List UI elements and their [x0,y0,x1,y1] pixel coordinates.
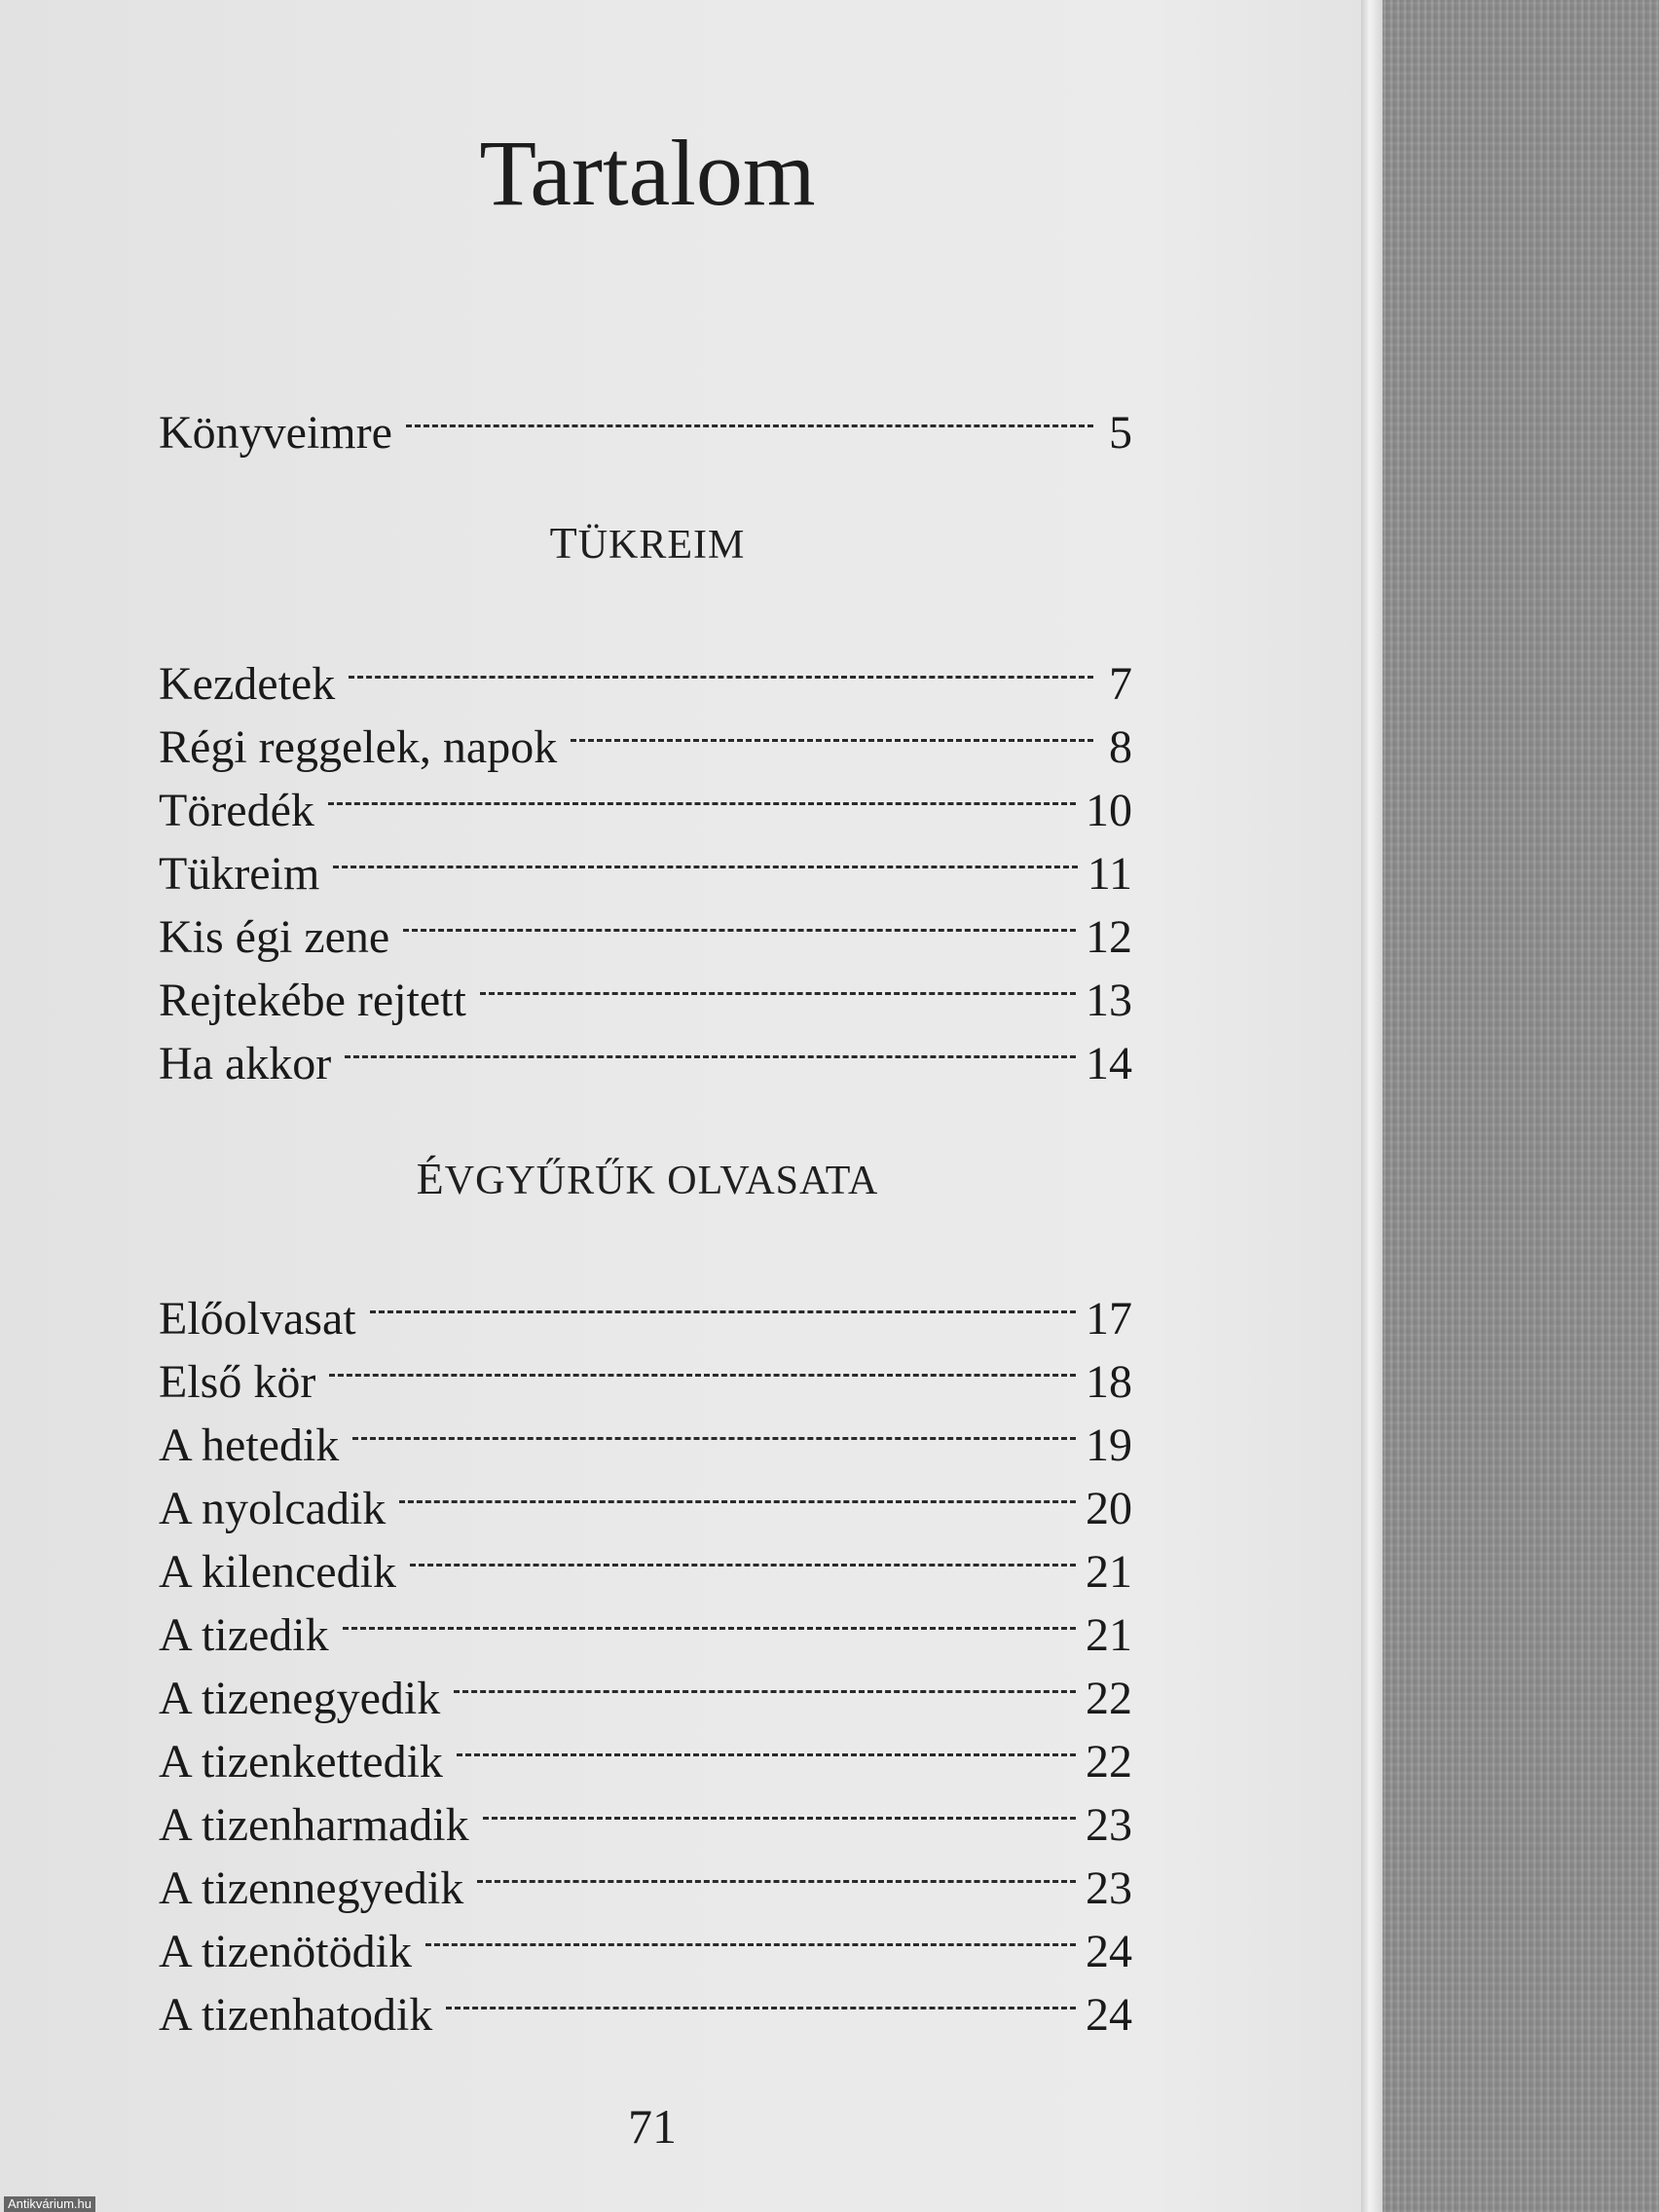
toc-entry-title: A tizenharmadik [159,1799,469,1851]
toc-entry-page: 13 [1086,975,1132,1026]
toc-entry-title: Ha akkor [159,1038,332,1089]
dot-leader [406,389,1093,448]
toc-row [159,1592,1132,1661]
dot-leader [329,1339,1076,1397]
toc-entry-page: 10 [1086,785,1132,836]
toc-row [159,1275,1132,1345]
toc-row [159,1465,1132,1534]
section-heading-tukreim [0,518,1295,568]
page-title: Tartalom [479,121,816,225]
toc-entry-page: 17 [1086,1293,1132,1345]
section-heading-initial: T [549,518,578,568]
dot-leader [349,641,1093,699]
toc-row [159,1655,1132,1724]
toc-row [159,1908,1132,1977]
toc-entry-page: 24 [1086,1926,1132,1977]
toc-entry-page: 22 [1086,1673,1132,1724]
toc-entry-page: 18 [1086,1356,1132,1408]
dot-leader [425,1908,1076,1967]
toc-row [159,1339,1132,1408]
dot-leader [410,1529,1076,1587]
toc-entry-title: Kezdetek [159,658,336,710]
toc-entry-title: A tizenkettedik [159,1736,443,1788]
dot-leader [480,957,1076,1015]
dot-leader [477,1845,1076,1903]
toc-entry-page: 8 [1109,721,1132,773]
section-heading-initial: É [416,1154,445,1203]
watermark: Antikvárium.hu [4,2196,95,2212]
toc-entry-title: A nyolcadik [159,1483,387,1534]
toc-row [159,1782,1132,1851]
dot-leader [483,1782,1076,1840]
toc-entry-title: Töredék [159,785,314,836]
dot-leader [352,1402,1076,1460]
toc-row [159,641,1132,710]
toc-entry-title: A tizennegyedik [159,1862,464,1914]
dot-leader [370,1275,1076,1334]
toc-entry-page: 20 [1086,1483,1132,1534]
toc-entry-page: 14 [1086,1038,1132,1089]
toc-entry-title: Előolvasat [159,1293,356,1345]
toc-entry-page: 5 [1109,407,1132,459]
toc-entry-title: A tizenhatodik [159,1989,433,2041]
toc-entry-title: Könyveimre [159,407,392,459]
section-heading-rest: VGYŰRŰK OLVASATA [444,1159,879,1203]
toc-entry-page: 19 [1086,1419,1132,1471]
dot-leader [333,830,1078,889]
dot-leader [399,1465,1076,1524]
toc-row [159,704,1132,773]
toc-row [159,830,1132,900]
page-number: 71 [628,2099,677,2154]
toc-entry-page: 11 [1087,848,1132,900]
toc-row [159,1020,1132,1089]
toc-row-intro [159,389,1132,459]
toc-row [159,1972,1132,2041]
dot-leader [345,1020,1076,1079]
dot-leader [343,1592,1076,1650]
toc-entry-page: 21 [1086,1546,1132,1598]
toc-row [159,894,1132,963]
toc-entry-page: 7 [1109,658,1132,710]
section-heading-rest: ÜKREIM [577,523,746,568]
toc-entry-title: Kis égi zene [159,911,390,963]
toc-entry-title: Rejtekébe rejtett [159,975,466,1026]
dot-leader [457,1718,1076,1777]
section-heading-evgyuruk [0,1154,1295,1203]
toc-entry-title: Régi reggelek, napok [159,721,558,773]
toc-entry-title: A tizedik [159,1609,329,1661]
dot-leader [454,1655,1076,1714]
toc-entry-title: A tizenegyedik [159,1673,441,1724]
toc-row [159,1718,1132,1788]
dot-leader [446,1972,1076,2030]
toc-row [159,1402,1132,1471]
dot-leader [403,894,1076,952]
toc-row [159,1845,1132,1914]
toc-entry-page: 23 [1086,1862,1132,1914]
toc-row [159,957,1132,1026]
page-edge [1361,0,1382,2212]
toc-entry-page: 24 [1086,1989,1132,2041]
toc-entry-title: A hetedik [159,1419,340,1471]
dot-leader [571,704,1093,762]
toc-entry-title: Tükreim [159,848,320,900]
toc-entry-page: 22 [1086,1736,1132,1788]
toc-entry-title: A tizenötödik [159,1926,412,1977]
toc-row [159,767,1132,836]
dot-leader [328,767,1076,826]
toc-entry-page: 12 [1086,911,1132,963]
toc-entry-title: Első kör [159,1356,316,1408]
toc-entry-page: 21 [1086,1609,1132,1661]
toc-entry-page: 23 [1086,1799,1132,1851]
toc-entry-title: A kilencedik [159,1546,396,1598]
toc-row [159,1529,1132,1598]
